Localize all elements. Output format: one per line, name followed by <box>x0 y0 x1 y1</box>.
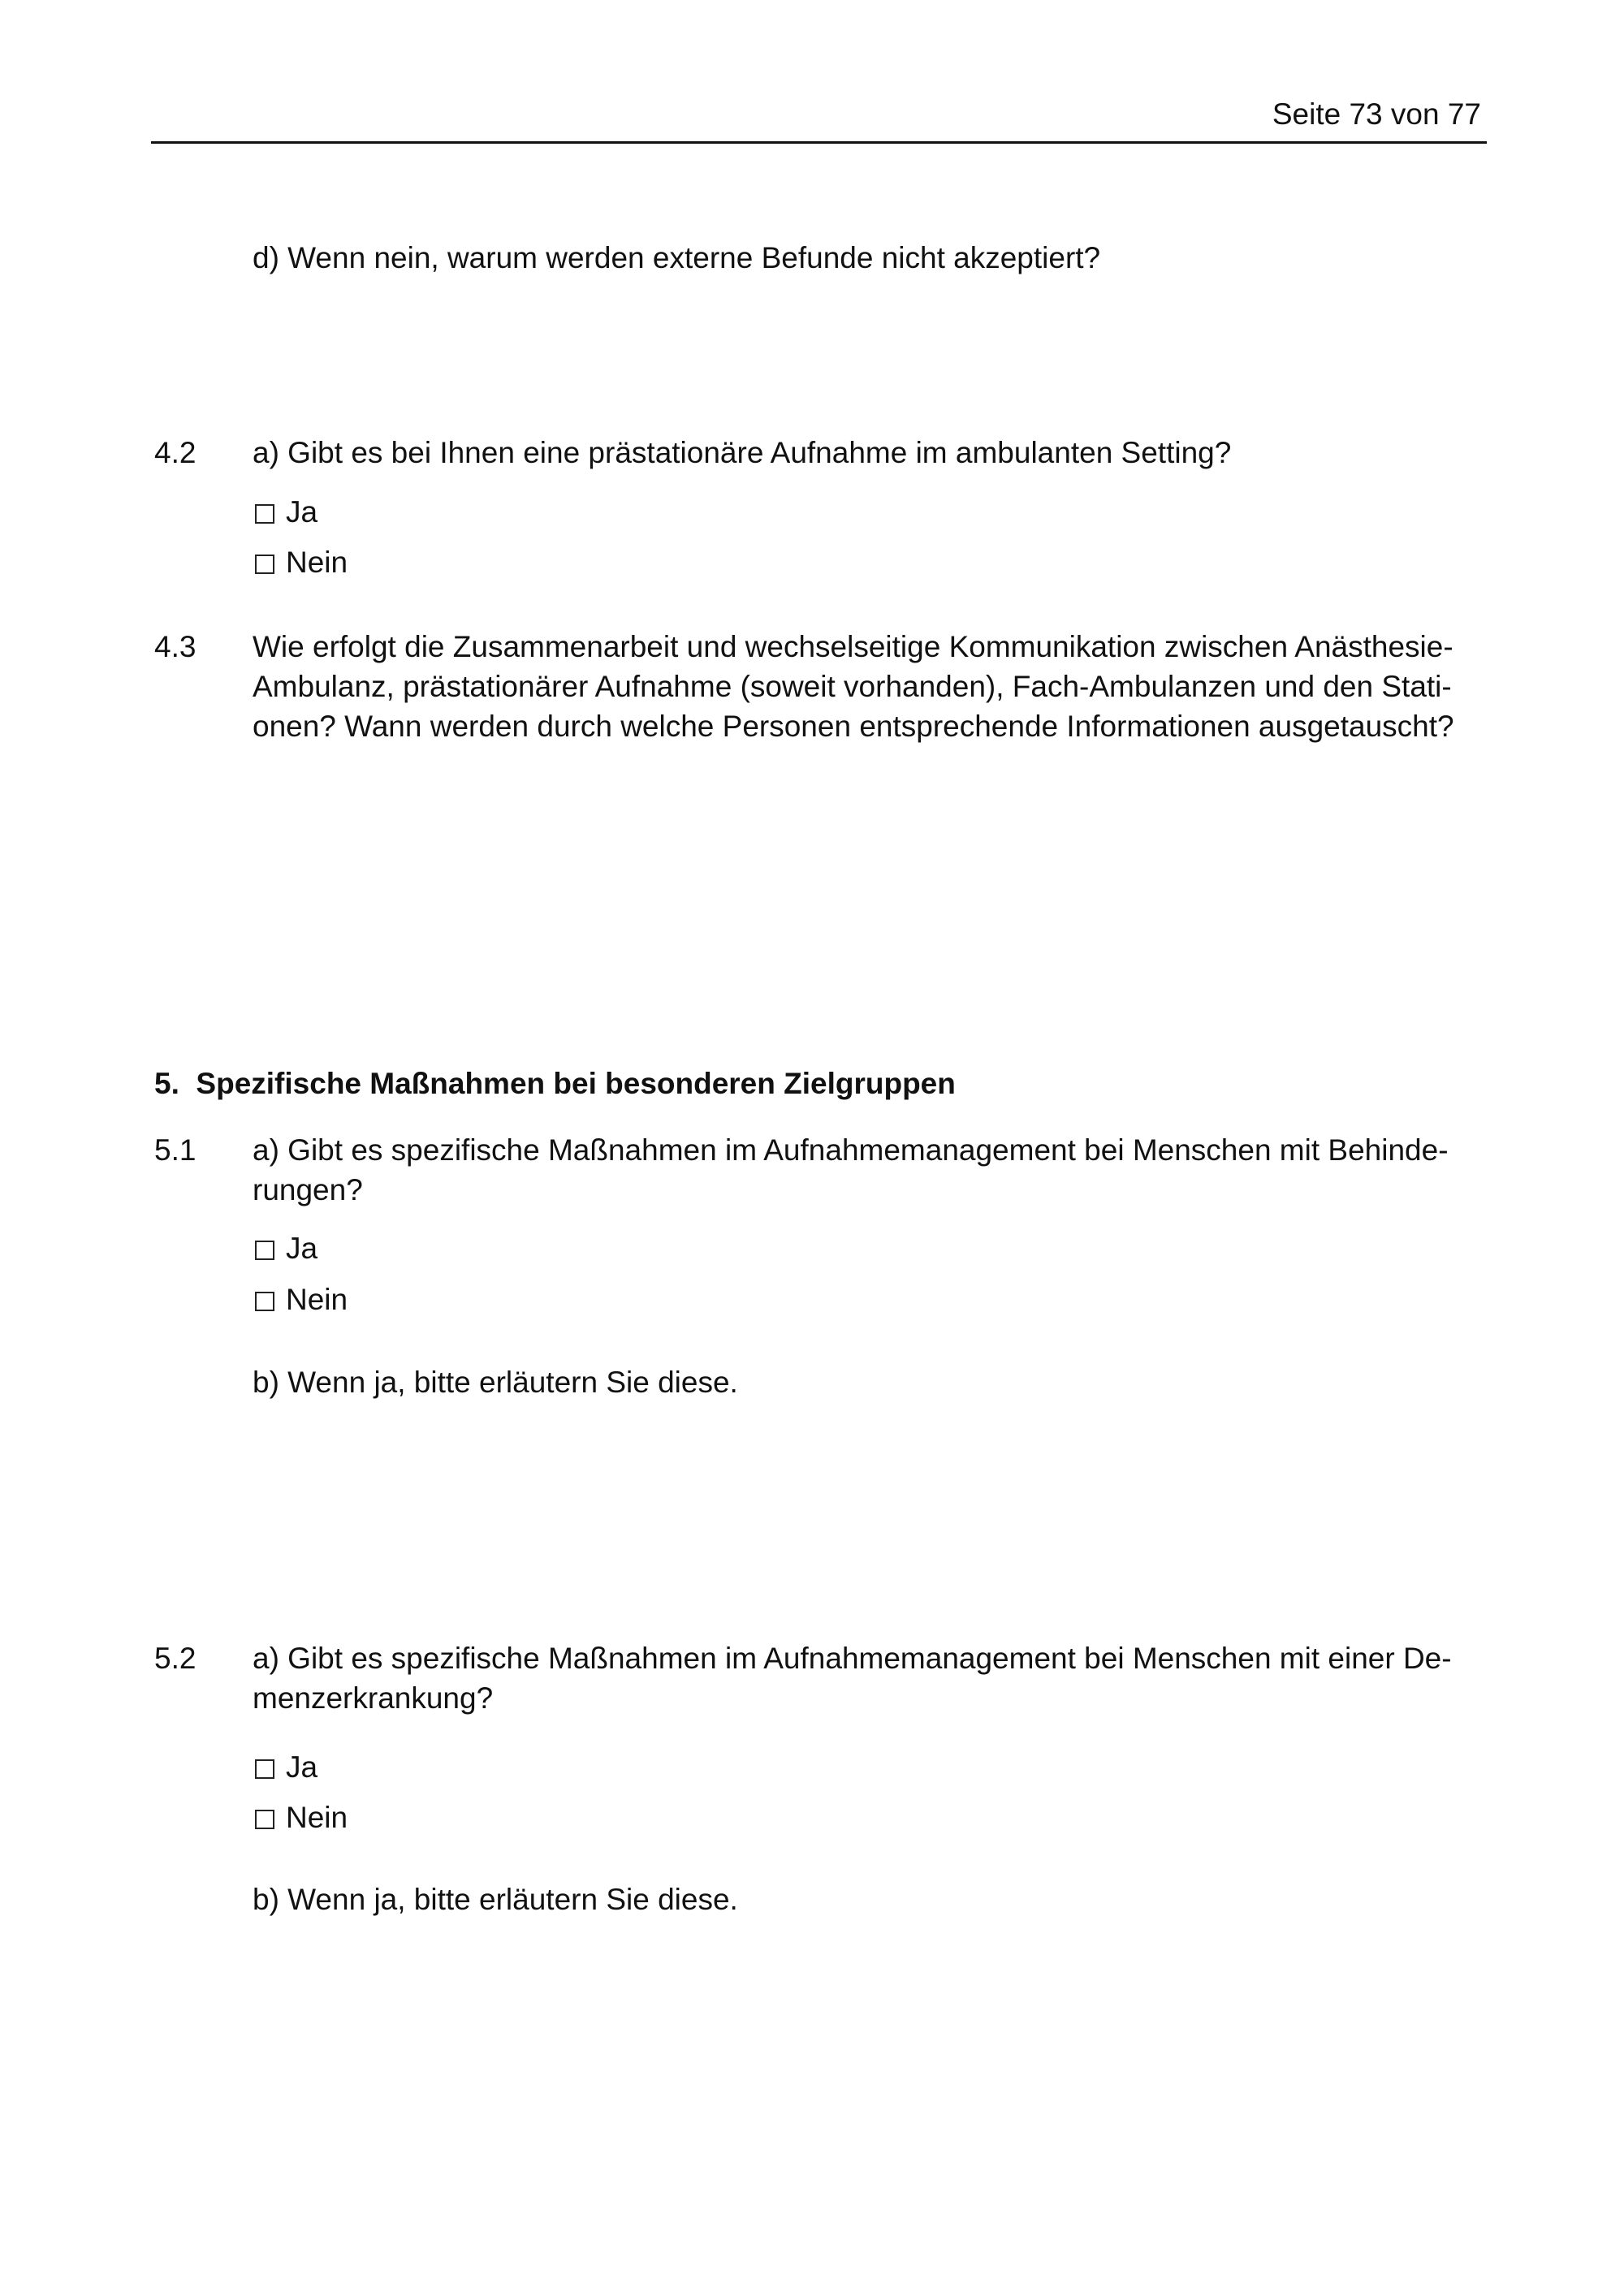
section-5-number: 5. <box>154 1067 179 1100</box>
checkbox-5-2-nein[interactable] <box>255 1810 274 1829</box>
option-label: Nein <box>286 1801 348 1834</box>
checkbox-4-2-nein[interactable] <box>255 555 274 574</box>
question-4-2-text: a) Gibt es bei Ihnen eine prästationäre Aufnahme im ambulanten Setting? <box>253 436 1232 469</box>
option-4-2-nein[interactable] <box>253 542 348 583</box>
section-5-heading <box>154 1064 956 1104</box>
option-5-2-nein[interactable] <box>253 1798 348 1838</box>
option-5-1-nein[interactable] <box>253 1280 348 1320</box>
question-4-1-d: d) Wenn nein, warum werden externe Befunde nicht akzeptiert? <box>253 241 1101 274</box>
checkbox-5-2-ja[interactable] <box>255 1759 274 1779</box>
question-4-3-line-3: onen? Wann werden durch welche Personen entsprechende Informationen ausgetauscht? <box>253 710 1454 743</box>
question-5-2-followup: b) Wenn ja, bitte erläutern Sie diese. <box>253 1883 738 1916</box>
option-label: Ja <box>286 1232 318 1265</box>
question-4-3-number: 4.3 <box>154 630 197 663</box>
option-5-2-ja[interactable] <box>253 1747 317 1788</box>
question-4-3-line-2: Ambulanz, prästationärer Aufnahme (soweit vorhanden), Fach-Ambulanzen und den Stati- <box>253 670 1452 703</box>
checkbox-5-1-nein[interactable] <box>255 1292 274 1311</box>
question-5-2-line-1: a) Gibt es spezifische Maßnahmen im Aufnahmemanagement bei Menschen mit einer De- <box>253 1642 1452 1675</box>
question-5-2-number: 5.2 <box>154 1642 197 1675</box>
header-rule <box>151 141 1487 144</box>
checkbox-4-2-ja[interactable] <box>255 504 274 524</box>
question-5-1-line-2: rungen? <box>253 1173 363 1206</box>
option-5-1-ja[interactable] <box>253 1228 317 1269</box>
question-4-2-number: 4.2 <box>154 436 197 469</box>
option-label: Nein <box>286 546 348 579</box>
option-label: Ja <box>286 1750 318 1784</box>
option-4-2-ja[interactable] <box>253 492 317 533</box>
page-number: Seite 73 von 77 <box>1272 97 1481 131</box>
checkbox-5-1-ja[interactable] <box>255 1241 274 1260</box>
option-label: Ja <box>286 495 318 529</box>
question-5-1-line-1: a) Gibt es spezifische Maßnahmen im Aufnahmemanagement bei Menschen mit Behinde- <box>253 1133 1449 1167</box>
question-4-3-line-1: Wie erfolgt die Zusammenarbeit und wechselseitige Kommunikation zwischen Anästhesie- <box>253 630 1453 663</box>
question-5-1-followup: b) Wenn ja, bitte erläutern Sie diese. <box>253 1366 738 1399</box>
question-5-1-number: 5.1 <box>154 1133 197 1167</box>
question-5-2-line-2: menzerkrankung? <box>253 1681 494 1715</box>
option-label: Nein <box>286 1283 348 1316</box>
section-5-title: Spezifische Maßnahmen bei besonderen Zielgruppen <box>196 1067 956 1100</box>
